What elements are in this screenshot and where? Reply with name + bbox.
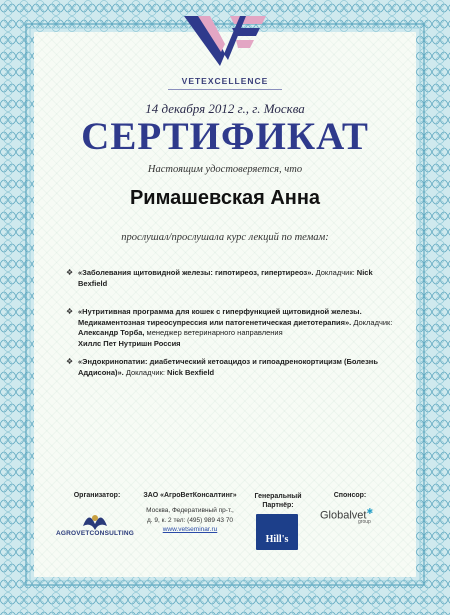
- zao-label: ЗАО «АгроВетКонсалтинг»: [143, 492, 237, 499]
- lecturer-name: Nick Bexfield: [78, 268, 373, 288]
- lecturer-label: Докладчик:: [351, 317, 393, 327]
- lecturer-label: Докладчик:: [313, 268, 357, 277]
- certificate-title: СЕРТИФИКАТ: [81, 115, 369, 158]
- topic-title: «Заболевания щитовидной железы: гипотиреоз, гипертиреоз».: [78, 268, 314, 277]
- brand-divider: [168, 89, 282, 90]
- date-location: 14 декабря 2012 г., г. Москва: [145, 101, 305, 116]
- organizer-address: [135, 506, 245, 535]
- vetexcellence-logo: [180, 10, 270, 72]
- bullet-icon: ❖: [66, 268, 74, 277]
- bullet-icon: ❖: [66, 357, 74, 366]
- bullet-icon: ❖: [66, 307, 74, 316]
- topic-title: «Нутритивная программа для кошек с гиперфункцией щитовидной железы. Медикаментозная тиреосупрессия или патогенетическая диетотерапия».: [78, 307, 362, 327]
- star-icon: ✱: [366, 507, 374, 516]
- agrovet-name: AGROVETCONSULTING: [55, 530, 135, 537]
- globalvet-group: group: [358, 519, 371, 525]
- globalvet-text: Globalvet: [320, 509, 367, 522]
- globalvet-logo: [320, 507, 390, 522]
- lecturer-name: Александр Торба,: [78, 328, 145, 337]
- sponsor-label: Спонсор:: [333, 492, 367, 499]
- lecturer-role: менеджер ветеринарного направления: [144, 328, 283, 337]
- list-item: [66, 357, 398, 378]
- list-item: [66, 307, 398, 349]
- partner-label: Генеральный Партнёр:: [254, 493, 302, 509]
- website-link[interactable]: www.vetseminar.ru: [162, 526, 218, 533]
- organizer-label: Организатор:: [73, 492, 121, 499]
- hills-logo-text: Hill's: [265, 534, 289, 545]
- lecturer-label: Докладчик:: [123, 367, 168, 377]
- certifies-text: Настоящим удостоверяется, что: [147, 164, 303, 175]
- lecturer-company: Хиллс Пет Нутришн Россия: [78, 338, 181, 348]
- topic-title: «Эндокринопатии: диабетический кетоацидоз и гипоадренокортицизм (Болезнь Аддисона)».: [78, 357, 378, 377]
- attended-text: прослушал/прослушала курс лекций по темам:: [121, 232, 329, 243]
- recipient-name: Римашевская Анна: [129, 187, 321, 209]
- lecturer-name: Nick Bexfield: [167, 367, 215, 377]
- list-item: [66, 268, 398, 289]
- brand-name: VETEXCELLENCE: [181, 76, 269, 86]
- address-line: Москва, Федеративный пр-т.,: [146, 507, 234, 514]
- address-line: д. 9, к. 2 тел: (495) 989 43 70: [146, 516, 234, 524]
